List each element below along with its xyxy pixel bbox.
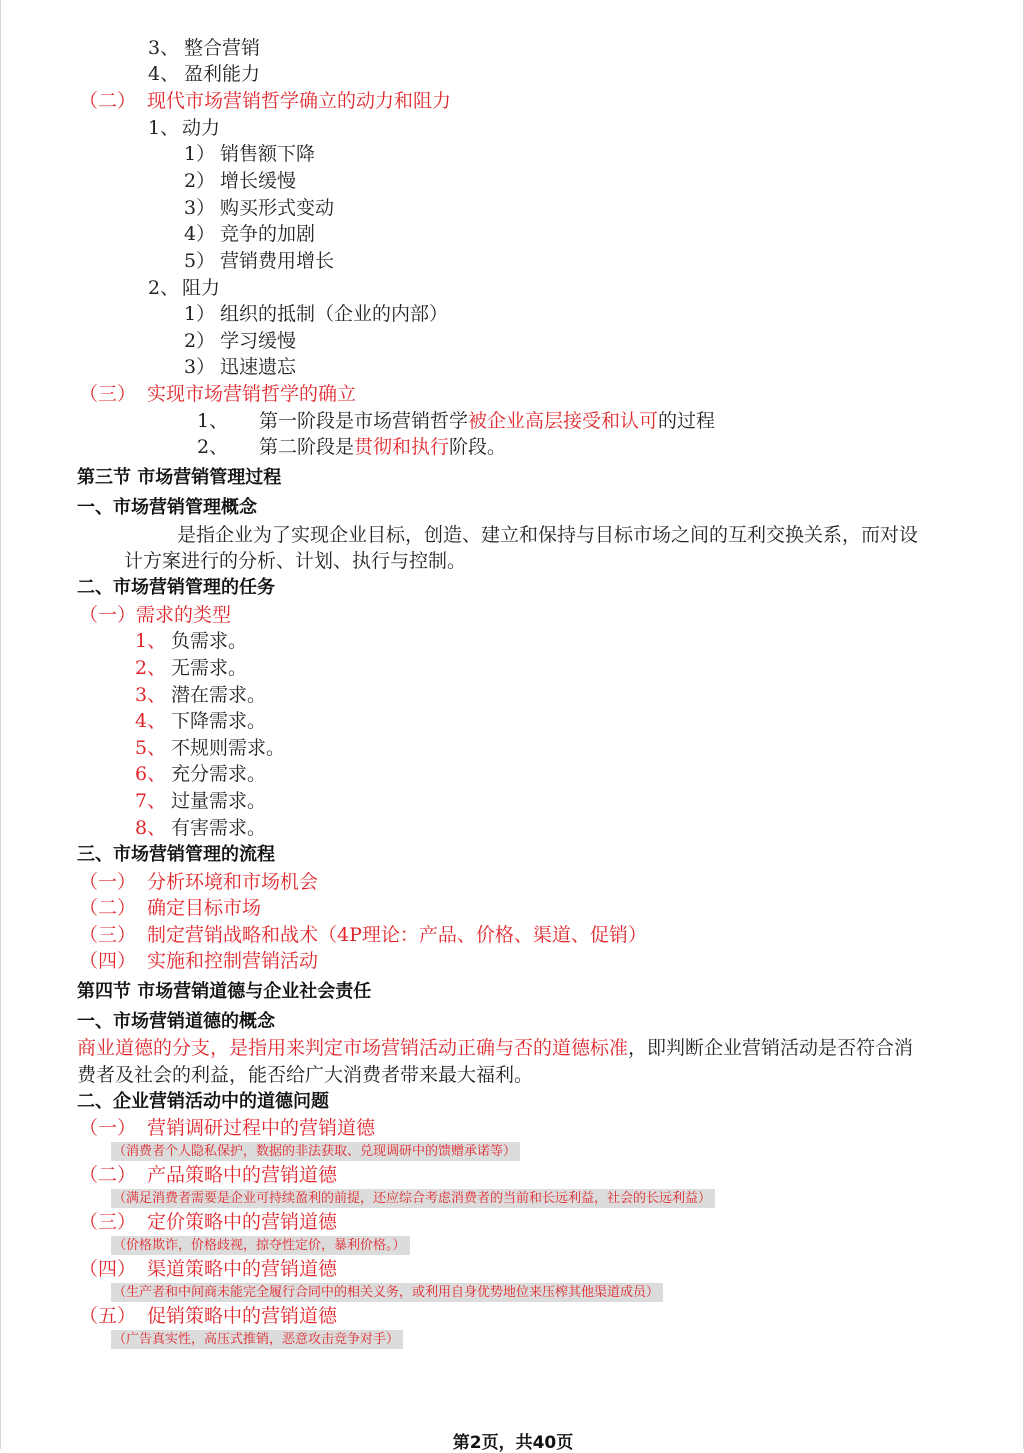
item-number: 4、: [148, 63, 180, 85]
item-number: （三）: [79, 924, 137, 946]
item-number: 1、: [135, 630, 167, 652]
list-item: [148, 36, 260, 60]
item-number: 4）: [184, 223, 216, 245]
issue-heading: [79, 1304, 337, 1328]
item-number: （四）: [79, 950, 137, 972]
subsection-title: 实现市场营销哲学的确立: [147, 383, 357, 405]
item-text: 实施和控制营销活动: [147, 950, 319, 972]
list-item: [135, 762, 266, 786]
process-item: [79, 949, 318, 973]
item-text: 第二阶段是: [259, 436, 355, 458]
item-number: 1、: [197, 410, 229, 432]
list-item: [135, 816, 266, 840]
item-number: （二）: [79, 897, 137, 919]
item-number: 3）: [184, 197, 216, 219]
highlight-text: 被企业高层接受和认可: [468, 410, 659, 432]
item-number: 3、: [135, 684, 167, 706]
issue-heading: [79, 1257, 337, 1281]
item-number: （三）: [79, 1211, 137, 1233]
heading: 三、市场营销管理的流程: [77, 844, 275, 865]
list-item: [184, 142, 315, 166]
subsection-number: （二）: [79, 90, 137, 112]
list-item: [184, 169, 296, 193]
item-text: 有害需求。: [171, 817, 267, 839]
item-text: 负需求。: [171, 630, 248, 652]
item-number: 6、: [135, 763, 167, 785]
heading: 一、市场营销管理概念: [77, 497, 257, 518]
issue-note: （价格欺诈，价格歧视，掠夺性定价，暴利价格。）: [111, 1236, 410, 1255]
list-item: [184, 222, 315, 246]
item-text: 营销调研过程中的营销道德: [147, 1117, 376, 1139]
item-text: 整合营销: [184, 37, 261, 59]
item-text: 营销费用增长: [220, 250, 335, 272]
item-text: 产品策略中的营销道德: [147, 1164, 338, 1186]
list-item: [184, 329, 296, 353]
item-number: 3、: [148, 37, 180, 59]
list-heading: [148, 116, 220, 140]
paragraph-text: ，即判断企业营销活动是否符合消: [628, 1037, 914, 1059]
item-text: 分析环境和市场机会: [147, 871, 319, 893]
issue-note: （生产者和中间商未能完全履行合同中的相关义务，或利用自身优势地位来压榨其他渠道成员）: [111, 1283, 663, 1302]
list-item: [197, 435, 506, 459]
item-text: 第一阶段是市场营销哲学: [259, 410, 469, 432]
item-text: 确定目标市场: [147, 897, 262, 919]
item-text: 动力: [182, 117, 221, 139]
item-number: （二）: [79, 1164, 137, 1186]
item-text: 无需求。: [171, 657, 248, 679]
item-text: 的过程: [658, 410, 716, 432]
item-text: 阶段。: [449, 436, 507, 458]
paragraph-line: 是指企业为了实现企业目标，创造、建立和保持与目标市场之间的互利交换关系，而对设: [177, 524, 919, 546]
item-number: 2、: [135, 657, 167, 679]
list-item: [135, 656, 247, 680]
item-text: 盈利能力: [184, 63, 261, 85]
subsection-number: （三）: [79, 383, 137, 405]
item-text: 促销策略中的营销道德: [147, 1305, 338, 1327]
subsection-heading: [79, 382, 356, 406]
item-text: 过量需求。: [171, 790, 267, 812]
process-item: [79, 896, 261, 920]
list-item: [135, 789, 266, 813]
item-number: 5、: [135, 737, 167, 759]
item-number: 5）: [184, 250, 216, 272]
issue-note: （满足消费者需要是企业可持续盈利的前提，还应综合考虑消费者的当前和长远利益，社会的长远利益）: [111, 1189, 715, 1208]
highlight-text: 商业道德的分支，是指用来判定市场营销活动正确与否的道德标准: [77, 1037, 629, 1059]
issue-heading: [79, 1163, 337, 1187]
item-number: 1、: [148, 117, 180, 139]
process-item: [79, 870, 318, 894]
item-number: 2）: [184, 330, 216, 352]
list-item: [184, 196, 334, 220]
list-item: [184, 249, 334, 273]
heading: 二、市场营销管理的任务: [77, 577, 275, 598]
item-text: 组织的抵制（企业的内部）: [220, 303, 449, 325]
item-number: （一）: [79, 1117, 137, 1139]
item-number: 4、: [135, 710, 167, 732]
list-item: [184, 302, 448, 326]
paragraph-line: [77, 1036, 913, 1060]
page-number-footer: 第2页，共40页: [452, 1433, 574, 1453]
list-heading: [148, 276, 220, 300]
item-number: （五）: [79, 1305, 137, 1327]
item-text: 不规则需求。: [171, 737, 286, 759]
issue-note: （广告真实性，高压式推销，恶意攻击竞争对手）: [111, 1330, 403, 1349]
section-heading: 第三节 市场营销管理过程: [77, 467, 282, 488]
item-text: 迅速遗忘: [220, 356, 297, 378]
issue-heading: [79, 1210, 337, 1234]
item-text: 潜在需求。: [171, 684, 267, 706]
item-text: 销售额下降: [220, 143, 316, 165]
item-number: 1）: [184, 143, 216, 165]
item-text: 阻力: [182, 277, 221, 299]
item-number: 2、: [197, 436, 229, 458]
item-text: 竞争的加剧: [220, 223, 316, 245]
subsection-heading: （一）需求的类型: [79, 604, 232, 626]
list-item: [135, 709, 266, 733]
list-item: [135, 736, 285, 760]
item-text: 学习缓慢: [220, 330, 297, 352]
item-number: 7、: [135, 790, 167, 812]
item-number: 1）: [184, 303, 216, 325]
issue-heading: [79, 1116, 375, 1140]
issue-note: （消费者个人隐私保护，数据的非法获取、兑现调研中的馈赠承诺等）: [111, 1142, 520, 1161]
item-text: 定价策略中的营销道德: [147, 1211, 338, 1233]
paragraph-line: 计方案进行的分析、计划、执行与控制。: [124, 550, 467, 572]
heading: 一、市场营销道德的概念: [77, 1011, 275, 1032]
item-text: 购买形式变动: [220, 197, 335, 219]
item-text: 下降需求。: [171, 710, 267, 732]
subsection-heading: [79, 89, 451, 113]
item-number: 2、: [148, 277, 180, 299]
list-item: [135, 629, 247, 653]
section-heading: 第四节 市场营销道德与企业社会责任: [77, 981, 372, 1002]
item-text: 制定营销战略和战术（4P理论：产品、价格、渠道、促销）: [147, 924, 647, 946]
item-text: 充分需求。: [171, 763, 267, 785]
subsection-title: 现代市场营销哲学确立的动力和阻力: [147, 90, 452, 112]
list-item: [135, 683, 266, 707]
item-number: 3）: [184, 356, 216, 378]
process-item: [79, 923, 647, 947]
item-text: 增长缓慢: [220, 170, 297, 192]
list-item: [184, 355, 296, 379]
item-text: 渠道策略中的营销道德: [147, 1258, 338, 1280]
item-number: （一）: [79, 871, 137, 893]
paragraph-line: 费者及社会的利益，能否给广大消费者带来最大福利。: [77, 1064, 534, 1086]
heading: 二、企业营销活动中的道德问题: [77, 1091, 329, 1112]
item-number: （四）: [79, 1258, 137, 1280]
item-number: 2）: [184, 170, 216, 192]
list-item: [148, 62, 260, 86]
item-number: 8、: [135, 817, 167, 839]
list-item: [197, 409, 715, 433]
highlight-text: 贯彻和执行: [354, 436, 450, 458]
